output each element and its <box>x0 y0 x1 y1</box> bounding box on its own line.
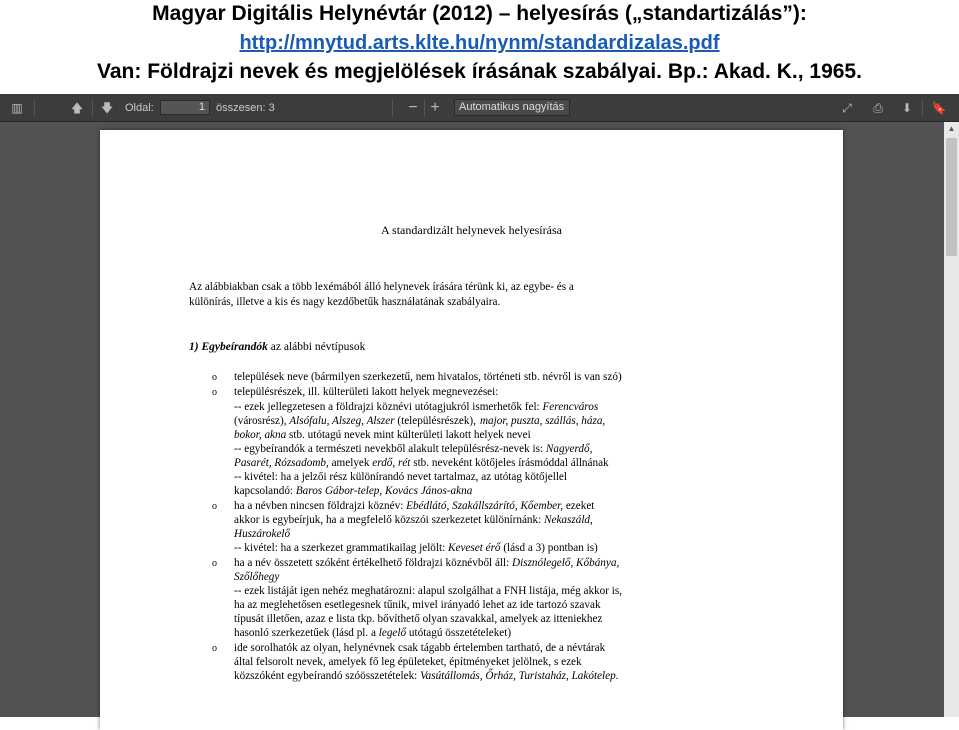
toolbar-divider <box>34 99 35 117</box>
vertical-scrollbar[interactable] <box>944 122 959 717</box>
bullet: o <box>212 372 217 383</box>
text-line: kapcsolandó: Baros Gábor-telep, Kovács János-akna <box>234 485 473 497</box>
text-line: ide sorolhatók az olyan, helynévnek csak tágabb értelemben tartható, de a névtárak <box>234 642 606 654</box>
toolbar-divider <box>92 99 93 117</box>
text-line: Pasarét, Rózsadomb, amelyek erdő, rét stb. neveként kötőjeles írásmóddal állnának <box>234 457 609 469</box>
text-line: Szőlőhegy <box>234 571 280 583</box>
text-line: -- egybeírandók a természeti nevekből alakult településrész-nevek is: Nagyerdő, <box>234 443 593 455</box>
section-number: 1) <box>189 341 199 353</box>
next-page-icon[interactable]: 🡇 <box>100 101 114 115</box>
text-line: ha a névben nincsen földrajzi köznév: Ebédlátó, Szakállszárító, Kőember, ezeket <box>234 500 595 512</box>
text-line: -- ezek listáját igen nehéz meghatározni: alapul szolgálhat a FNH listája, még akkor is, <box>234 585 623 597</box>
text-line: -- kivétel: ha a szerkezet grammatikailag jelölt: Keveset érő (lásd a 3) pontban is) <box>234 542 598 554</box>
text-line: közszóként egybeírandó szóösszetételek: Vasútállomás, Őrház, Turistaház, Lakótelep. <box>234 670 619 682</box>
zoom-in-button[interactable]: + <box>430 99 440 116</box>
text-line: településrészek, ill. külterületi lakott helyek megnevezései: <box>234 386 499 398</box>
text-line: bokor, akna stb. utótagú nevek mint külterületi lakott helyek nevei <box>234 429 531 441</box>
page-total: összesen: 3 <box>216 102 275 114</box>
text-line: (városrész), Alsófalu, Alszeg, Alszer (településrészek), major, puszta, szállás, háza, <box>234 415 606 427</box>
bullet: o <box>212 501 217 512</box>
bullet: o <box>212 387 217 398</box>
page-label: Oldal: <box>125 102 154 114</box>
header-source: Van: Földrajzi nevek és megjelölések írásának szabályai. Bp.: Akad. K., 1965. <box>97 60 862 83</box>
zoom-out-button[interactable]: − <box>408 99 418 116</box>
section-rest: az alábbi névtípusok <box>270 341 366 353</box>
intro-line: különírás, illetve a kis és nagy kezdőbetűk használatának szabályaira. <box>189 296 501 308</box>
bookmark-icon[interactable]: 🔖 <box>931 101 947 115</box>
text-line: Huszárokelő <box>234 528 291 540</box>
header-link-line <box>0 32 959 55</box>
sidebar-toggle-icon[interactable]: ▥ <box>11 101 23 115</box>
fullscreen-icon[interactable]: ⤢ <box>842 101 852 115</box>
text-line: települések neve (bármilyen szerkezetű, nem hivatalos, történeti stb. névről is van szó) <box>234 371 622 383</box>
bullet: o <box>212 643 217 654</box>
scrollbar-thumb[interactable] <box>946 138 957 256</box>
toolbar-divider <box>922 99 923 117</box>
text-line: -- ezek jellegzetesen a földrajzi köznévi utótagjukról ismerhetők fel: Ferencváros <box>234 401 599 413</box>
download-icon[interactable]: ⬇ <box>901 101 913 115</box>
scroll-up-icon[interactable]: ▲ <box>947 124 956 133</box>
text-line: -- kivétel: ha a jelzői rész különírandó nevet tartalmaz, az utótag kötőjellel <box>234 471 568 483</box>
text-line: ha az meglehetősen esetlegesnek tűnik, mivel irányadó lehet az ide tartozó szavak <box>234 599 601 611</box>
pdf-viewer <box>0 94 959 717</box>
page-number-input[interactable]: 1 <box>160 100 210 115</box>
toolbar-divider <box>392 99 393 117</box>
text-line: által felsorolt nevek, amelyek fő leg épületeket, építményeket jelölnek, s ezek <box>234 656 582 668</box>
text-line: ha a név összetett szóként értékelhető földrajzi köznévből áll: Disznólegelő, Kőbánya, <box>234 557 620 569</box>
zoom-select[interactable]: Automatikus nagyítás <box>454 99 570 116</box>
print-icon[interactable]: ⎙ <box>873 101 883 115</box>
viewer-toolbar <box>0 94 959 122</box>
header-title: Magyar Digitális Helynévtár (2012) – helyesírás („standartizálás”): <box>152 2 807 25</box>
source-link[interactable]: http://mnytud.arts.klte.hu/nynm/standardizalas.pdf <box>239 32 720 54</box>
text-line: típusát illetően, azaz e lista tkp. bővíthető olyan szavakkal, amelyek az itteniekhez <box>234 613 603 625</box>
section-title: Egybeírandók <box>201 341 268 353</box>
previous-page-icon[interactable]: 🡅 <box>70 101 84 115</box>
text-line: akkor is egybeírjuk, ha a megfelelő közszói szerkezetet különírnánk: Nekaszáld, <box>234 514 593 526</box>
section-heading <box>189 341 365 353</box>
text-line: hasonló szerkezetűek (lásd pl. a legelő utótagú összetételeket) <box>234 627 512 639</box>
bullet: o <box>212 558 217 569</box>
document-title: A standardizált helynevek helyesírása <box>381 223 562 237</box>
intro-line: Az alábbiakban csak a több lexémából álló helynevek írására térünk ki, az egybe- és a <box>189 281 574 293</box>
toolbar-divider <box>424 99 425 117</box>
pdf-page <box>100 130 843 730</box>
